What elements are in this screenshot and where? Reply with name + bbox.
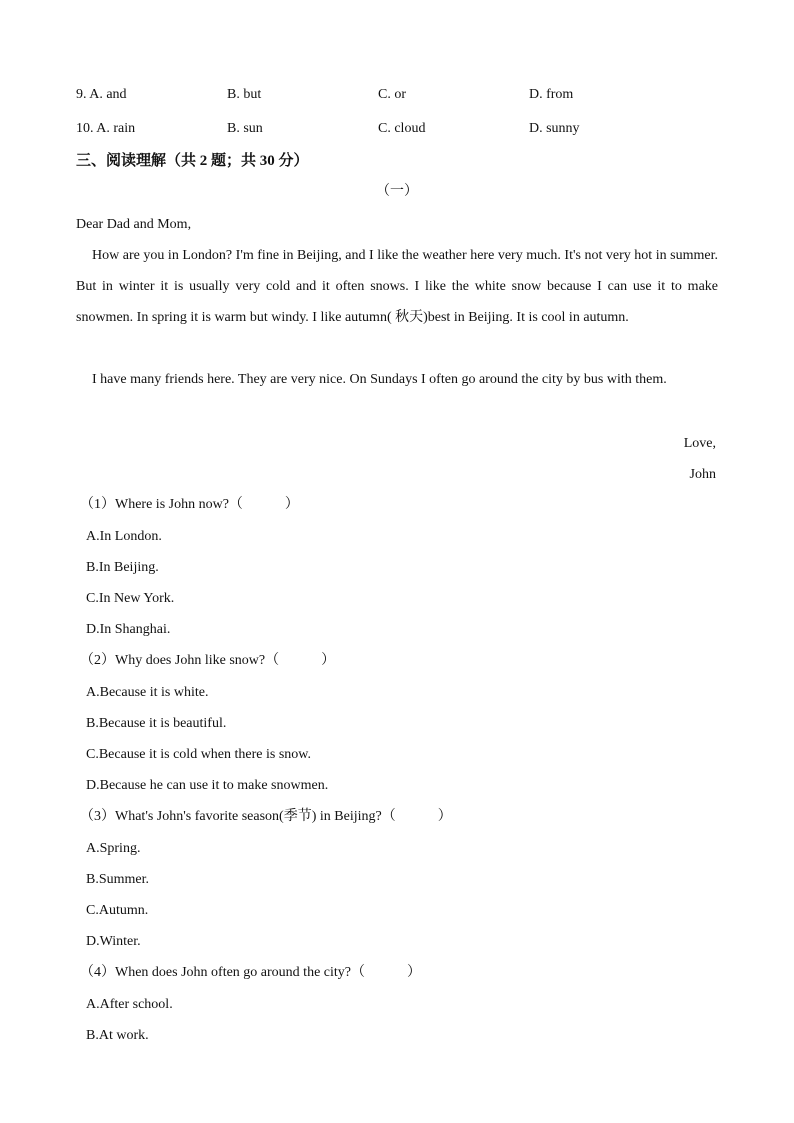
option-c: C. cloud bbox=[378, 121, 426, 136]
option-b: B. but bbox=[227, 87, 262, 102]
letter-paragraph-1: How are you in London? I'm fine in Beijing, and I like the weather here very much. It's not very hot in summer. But in winter it is usually very cold and it often snows. I like the white snow because I can use it to make snowmen. In spring it is warm but windy. I like autumn( 秋天)best in Beijing. It is cool in autumn. bbox=[76, 248, 718, 325]
question-4-option-b: B.At work. bbox=[86, 1028, 149, 1043]
option-d: D. sunny bbox=[529, 121, 580, 136]
question-number: 10. bbox=[76, 121, 94, 136]
letter-greeting: Dear Dad and Mom, bbox=[76, 217, 192, 232]
question-1-option-b: B.In Beijing. bbox=[86, 560, 159, 575]
question-1-option-d: D.In Shanghai. bbox=[86, 622, 171, 637]
passage-number: （一） bbox=[376, 184, 418, 199]
question-3-option-b: B.Summer. bbox=[86, 872, 150, 887]
question-3-option-c: C.Autumn. bbox=[86, 903, 149, 918]
letter-paragraph-2: I have many friends here. They are very nice. On Sundays I often go around the city by bus with them. bbox=[92, 372, 667, 387]
question-3-stem: （3）What's John's favorite season(季节) in Beijing?（ ） bbox=[80, 809, 452, 824]
question-number: 9. bbox=[76, 87, 87, 102]
question-1-stem: （1）Where is John now?（ ） bbox=[80, 497, 299, 512]
question-1-option-c: C.In New York. bbox=[86, 591, 175, 606]
question-2-option-d: D.Because he can use it to make snowmen. bbox=[86, 778, 329, 793]
letter-signature: John bbox=[689, 467, 716, 482]
question-2-stem: （2）Why does John like snow?（ ） bbox=[80, 653, 336, 668]
question-2-option-c: C.Because it is cold when there is snow. bbox=[86, 747, 311, 762]
cloze-item-9 bbox=[76, 86, 127, 104]
section-heading: 三、阅读理解（共 2 题；共 30 分） bbox=[76, 153, 309, 169]
option-a: A. rain bbox=[96, 121, 136, 136]
question-3-option-d: D.Winter. bbox=[86, 934, 141, 949]
question-3-option-a: A.Spring. bbox=[86, 841, 141, 856]
option-c: C. or bbox=[378, 87, 406, 102]
question-4-stem: （4）When does John often go around the city?（ ） bbox=[80, 965, 421, 980]
cloze-item-10 bbox=[76, 120, 135, 138]
option-b: B. sun bbox=[227, 121, 263, 136]
question-1-option-a: A.In London. bbox=[86, 529, 162, 544]
option-d: D. from bbox=[529, 87, 574, 102]
question-4-option-a: A.After school. bbox=[86, 997, 173, 1012]
question-2-option-b: B.Because it is beautiful. bbox=[86, 716, 227, 731]
question-2-option-a: A.Because it is white. bbox=[86, 685, 209, 700]
option-a: A. and bbox=[89, 87, 127, 102]
letter-closing: Love, bbox=[683, 436, 716, 451]
